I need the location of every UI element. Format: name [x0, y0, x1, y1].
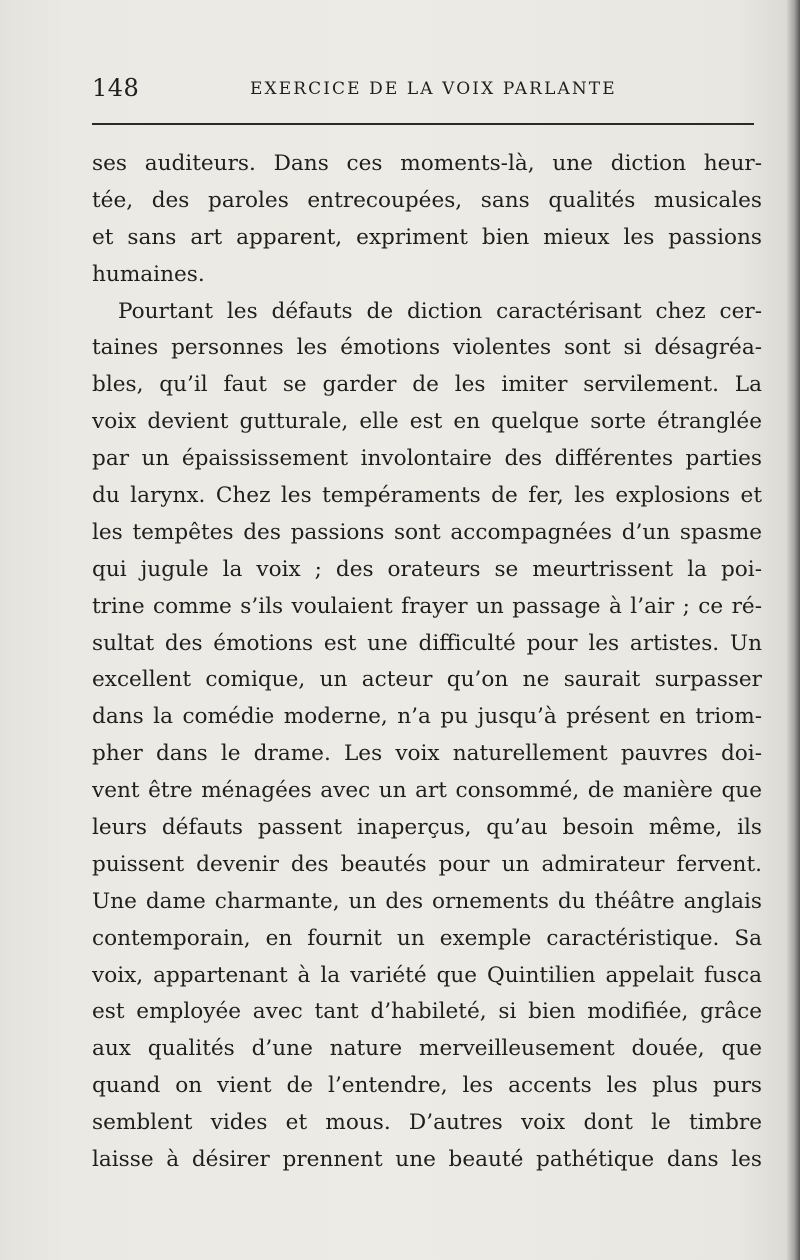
text-line: semblent vides et mous. D’autres voix dont le timbre [92, 1110, 762, 1136]
text-line: excellent comique, un acteur qu’on ne saurait surpasser [92, 667, 762, 693]
text-line: trine comme s’ils voulaient frayer un passage à l’air ; ce ré- [92, 593, 762, 619]
text-line: laisse à désirer prennent une beauté pathétique dans les [92, 1147, 762, 1173]
text-line: et sans art apparent, expriment bien mieux les passions [92, 224, 762, 250]
text-line: sultat des émotions est une difficulté pour les artistes. Un [92, 630, 762, 656]
text-line: humaines. [92, 261, 205, 287]
body-text [92, 146, 762, 1179]
text-line: pher dans le drame. Les voix naturellement pauvres doi- [92, 741, 762, 767]
text-line: est employée avec tant d’habileté, si bien modifiée, grâce [92, 999, 762, 1025]
text-line: voix, appartenant à la variété que Quintilien appelait fusca [92, 962, 762, 988]
text-line: par un épaississement involontaire des différentes parties [92, 446, 762, 472]
text-line: Pourtant les défauts de diction caractérisant chez cer- [118, 298, 762, 324]
text-line: ses auditeurs. Dans ces moments-là, une diction heur- [92, 151, 762, 176]
text-line: taines personnes les émotions violentes sont si désagréa- [92, 335, 762, 361]
running-head: EXERCICE DE LA VOIX PARLANTE [250, 79, 617, 99]
page-edge-shadow [786, 0, 800, 1260]
page-header [92, 74, 752, 104]
header-rule [92, 123, 754, 125]
text-line: vent être ménagées avec un art consommé, de manière que [92, 778, 762, 804]
text-line: quand on vient de l’entendre, les accents les plus purs [92, 1073, 762, 1099]
text-line: dans la comédie moderne, n’a pu jusqu’à présent en triom- [92, 704, 762, 730]
text-line: Une dame charmante, un des ornements du théâtre anglais [92, 888, 762, 914]
text-line: tée, des paroles entrecoupées, sans qualités musicales [92, 187, 762, 213]
text-line: bles, qu’il faut se garder de les imiter servilement. La [92, 372, 762, 398]
text-line: du larynx. Chez les tempéraments de fer, les explosions et [92, 483, 762, 509]
text-line: puissent devenir des beautés pour un admirateur fervent. [92, 851, 762, 877]
text-line: contemporain, en fournit un exemple caractéristique. Sa [92, 925, 762, 951]
text-line: leurs défauts passent inaperçus, qu’au besoin même, ils [92, 815, 762, 841]
text-line: les tempêtes des passions sont accompagnées d’un spasme [92, 519, 762, 545]
page-number: 148 [92, 74, 140, 102]
text-line: voix devient gutturale, elle est en quelque sorte étranglée [92, 409, 762, 435]
text-line: aux qualités d’une nature merveilleusement douée, que [92, 1036, 762, 1062]
text-line: qui jugule la voix ; des orateurs se meurtrissent la poi- [92, 556, 762, 582]
